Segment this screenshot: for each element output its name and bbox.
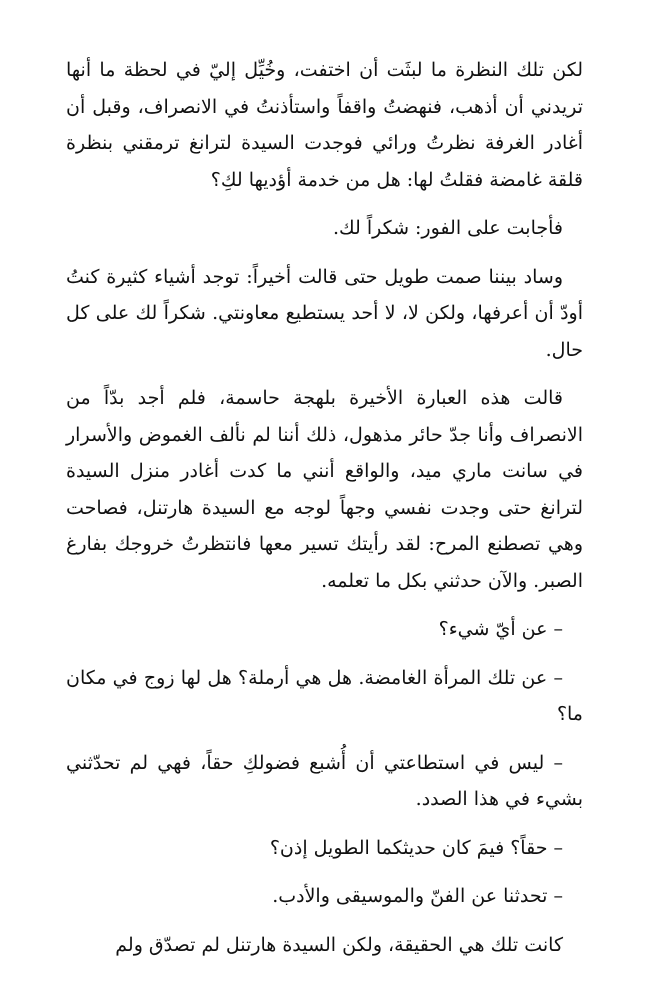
paragraph-departure: قالت هذه العبارة الأخيرة بلهجة حاسمة، فلم أجد بدّاً من الانصراف وأنا جدّ حائر مذهول، ذلك أننا لم نألف الغموض والأسرار في سانت ماري ميد، والواقع أنني ما كدت أغادر منزل السيدة لترانغ حتى وجدت نفسي وجهاً لوجه مع السيدة هارتنل، فصاحت وهي تصطنع المرح: لقد رأيتك تسير معها فانتظرتُ خروجك بفارغ الصبر. والآن حدثني بكل ما تعلمه. — [66, 387, 583, 592]
dialog-line-question: – عن أيّ شيء؟ — [438, 618, 563, 640]
dialog-line-widow: – عن تلك المرأة الغامضة. هل هي أرملة؟ هل لها زوج في مكان ما؟ — [66, 666, 583, 725]
paragraph-reply: فأجابت على الفور: شكراً لك. — [332, 217, 563, 239]
dialog-line-long-talk: – حقاً؟ فيمَ كان حديثكما الطويل إذن؟ — [269, 836, 563, 859]
paragraph-truth: كانت تلك هي الحقيقة، ولكن السيدة هارتنل لم تصدّق ولم — [115, 933, 563, 956]
paragraph-silence: وساد بيننا صمت طويل حتى قالت أخيراً: توجد أشياء كثيرة كنتُ أودّ أن أعرفها، ولكن لا، لا أحد يستطيع معاونتي. شكراً لك على كل حال. — [66, 265, 583, 361]
dialog-line-curiosity: – ليس في استطاعتي أن أُشبع فضولكِ حقاً، فهي لم تحدّثني بشيء في هذا الصدد. — [66, 751, 583, 810]
paragraph-opening: لكن تلك النظرة ما لبثَت أن اختفت، وخُيِّل إليّ في لحظة ما أنها تريدني أن أذهب، فنهضتُ واقفاً واستأذنتُ في الانصراف، وقبل أن أغادر الغرفة نظرتُ ورائي فوجدت السيدة لترانغ ترمقني بنظرة قلقة غامضة فقلتُ لها: هل من خدمة أؤديها لكِ؟ — [66, 59, 583, 191]
dialog-line-art-music: – تحدثنا عن الفنّ والموسيقى والأدب. — [272, 885, 563, 907]
